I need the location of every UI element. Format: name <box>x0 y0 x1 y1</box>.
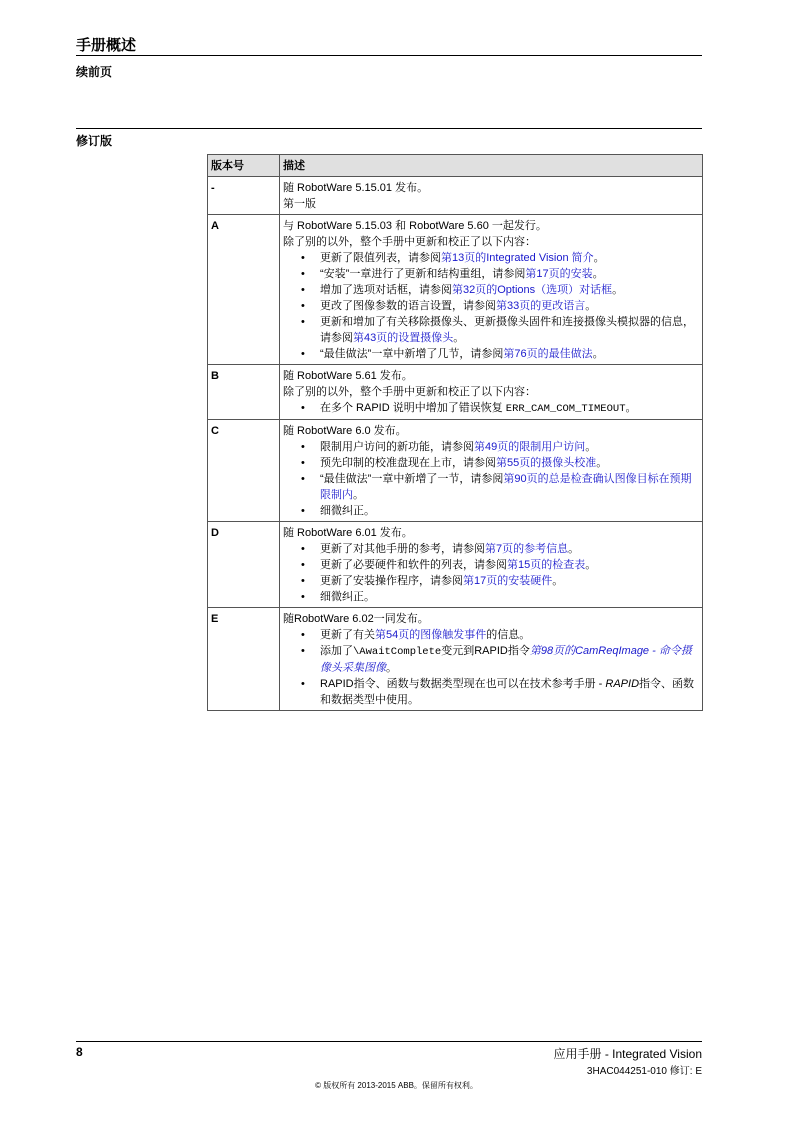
description-cell <box>280 420 703 522</box>
table-row <box>208 420 703 522</box>
cross-reference-link[interactable]: 第49页的限制用户访问 <box>474 441 586 453</box>
bullet-text: 。 <box>353 489 364 501</box>
cross-reference-link[interactable]: 第43页的设置摄像头 <box>353 332 454 344</box>
cross-reference-link[interactable]: 第33页的更改语言 <box>496 300 586 312</box>
list-item <box>283 643 699 676</box>
cross-reference-link[interactable]: 第17页的安装硬件 <box>463 575 553 587</box>
list-item <box>283 400 699 417</box>
continued-label: 续前页 <box>76 65 113 79</box>
bullet-text: 更改了图像参数的语言设置，请参阅 <box>320 300 496 312</box>
bullet-text: 增加了选项对话框，请参阅 <box>320 284 452 296</box>
list-item <box>283 346 699 362</box>
header-rule <box>76 55 702 56</box>
description-line: 与 RobotWare 5.15.03 和 RobotWare 5.60 一起发行。 <box>283 220 547 232</box>
list-item <box>283 266 699 282</box>
bullet-text: 。 <box>612 284 624 296</box>
cross-reference-link[interactable]: 第54页的图像触发事件 <box>375 629 487 641</box>
cross-reference-link[interactable]: 第55页的摄像头校准 <box>496 457 597 469</box>
description-line: 随 RobotWare 5.15.01 发布。 <box>283 182 429 194</box>
bullet-text: 。 <box>593 252 605 264</box>
list-item <box>283 573 699 589</box>
bullet-text: 添加了 <box>320 645 353 657</box>
document-id: 3HAC044251-010 修订: E <box>586 1066 702 1077</box>
version-cell: - <box>208 177 280 215</box>
description-line: 随RobotWare 6.02一同发布。 <box>283 613 429 625</box>
list-item <box>283 471 699 503</box>
cross-reference-link[interactable]: 第13页的Integrated Vision 简介 <box>441 252 594 264</box>
list-item: • 细微纠正。 <box>283 503 699 519</box>
bullet-text: 更新了安装操作程序，请参阅 <box>320 575 463 587</box>
table-row <box>208 522 703 608</box>
bullet-text: “最佳做法”一章中新增了一节，请参阅 <box>320 473 504 485</box>
page-number: 8 <box>76 1045 83 1059</box>
bullet-text: 。 <box>585 559 597 571</box>
table-row <box>208 365 703 420</box>
bullet-list <box>283 400 699 417</box>
list-item <box>283 627 699 643</box>
revision-table <box>207 154 703 711</box>
list-item <box>283 676 699 708</box>
bullet-text: 更新了必要硬件和软件的列表，请参阅 <box>320 559 507 571</box>
cross-reference-link[interactable]: 第76页的最佳做法 <box>503 348 593 360</box>
version-cell: C <box>208 420 280 522</box>
description-cell <box>280 365 703 420</box>
version-cell: E <box>208 608 280 711</box>
bullet-text: 。 <box>568 543 580 555</box>
bullet-text: RAPID指令、函数与数据类型现在也可以在技术参考手册 - <box>320 678 606 690</box>
table-row <box>208 177 703 215</box>
description-line: 除了别的以外，整个手册中更新和校正了以下内容： <box>283 386 536 398</box>
list-item <box>283 557 699 573</box>
table-row <box>208 215 703 365</box>
bullet-text: 。 <box>585 441 597 453</box>
bullet-text: 的信息。 <box>486 629 531 641</box>
cross-reference-link[interactable]: 第98页的CamReqImage - 命令摄像头采集图像 <box>320 645 692 674</box>
description-line: 随 RobotWare 5.61 发布。 <box>283 370 413 382</box>
column-header-version: 版本号 <box>208 155 280 177</box>
page-header-title: 手册概述 <box>76 37 137 54</box>
list-item: • 细微纠正。 <box>283 589 699 605</box>
column-header-description: 描述 <box>280 155 703 177</box>
list-item <box>283 298 699 314</box>
code-text: \AwaitComplete <box>353 646 442 658</box>
bullet-text: 。 <box>585 300 597 312</box>
bullet-text: 变元到RAPID指令 <box>441 645 530 657</box>
bullet-text: “最佳做法”一章中新增了几节，请参阅 <box>320 348 504 360</box>
version-cell: B <box>208 365 280 420</box>
list-item <box>283 541 699 557</box>
cross-reference-link[interactable]: 第32页的Options（选项）对话框 <box>452 284 613 296</box>
list-item <box>283 455 699 471</box>
bullet-text: 限制用户访问的新功能，请参阅 <box>320 441 474 453</box>
bullet-text: 。 <box>386 662 397 674</box>
cross-reference-link[interactable]: 第17页的安装 <box>525 268 593 280</box>
bullet-text: 更新了对其他手册的参考，请参阅 <box>320 543 485 555</box>
list-item <box>283 250 699 266</box>
bullet-text: 预先印制的校准盘现在上市，请参阅 <box>320 457 496 469</box>
bullet-list <box>283 627 699 708</box>
list-item <box>283 282 699 298</box>
copyright-notice: © 版权所有 2013-2015 ABB。保留所有权利。 <box>315 1081 478 1090</box>
bullet-text: 更新了有关 <box>320 629 375 641</box>
bullet-text: 。 <box>592 268 604 280</box>
emphasis-text: RAPID <box>605 678 640 690</box>
bullet-text: 。 <box>596 457 608 469</box>
footer-rule <box>76 1041 702 1042</box>
bullet-list <box>283 250 699 362</box>
version-cell: A <box>208 215 280 365</box>
bullet-text: 。 <box>552 575 564 587</box>
bullet-text: 。 <box>453 332 465 344</box>
bullet-text: 在多个 RAPID 说明中增加了错误恢复 <box>320 402 506 414</box>
table-header-row <box>208 155 703 177</box>
manual-title: 应用手册 - Integrated Vision <box>553 1047 702 1061</box>
cross-reference-link[interactable]: 第15页的检查表 <box>507 559 586 571</box>
description-line: 第一版 <box>283 198 316 210</box>
bullet-list <box>283 541 699 605</box>
description-cell <box>280 608 703 711</box>
version-cell: D <box>208 522 280 608</box>
bullet-text: 。 <box>592 348 604 360</box>
bullet-text: 指令、函数和数据类型中使用。 <box>320 678 695 706</box>
description-cell <box>280 522 703 608</box>
list-item <box>283 314 699 346</box>
section-title: 修订版 <box>76 134 113 148</box>
bullet-text: 更新和增加了有关移除摄像头、更新摄像头固件和连接摄像头模拟器的信息，请参阅 <box>320 316 694 344</box>
list-item <box>283 439 699 455</box>
description-line: 随 RobotWare 6.01 发布。 <box>283 527 413 539</box>
description-line: 除了别的以外，整个手册中更新和校正了以下内容： <box>283 236 536 248</box>
bullet-text: 。 <box>625 402 637 414</box>
cross-reference-link[interactable]: 第90页的总是检查确认图像目标在预期限制内 <box>320 473 692 501</box>
description-cell <box>280 177 703 215</box>
cross-reference-link[interactable]: 第7页的参考信息 <box>485 543 569 555</box>
section-rule <box>76 128 702 129</box>
bullet-list <box>283 439 699 519</box>
table-row <box>208 608 703 711</box>
code-text: ERR_CAM_COM_TIMEOUT <box>505 403 626 415</box>
bullet-text: “安装”一章进行了更新和结构重组，请参阅 <box>320 268 526 280</box>
description-cell <box>280 215 703 365</box>
bullet-text: 更新了限值列表，请参阅 <box>320 252 441 264</box>
description-line: 随 RobotWare 6.0 发布。 <box>283 425 407 437</box>
